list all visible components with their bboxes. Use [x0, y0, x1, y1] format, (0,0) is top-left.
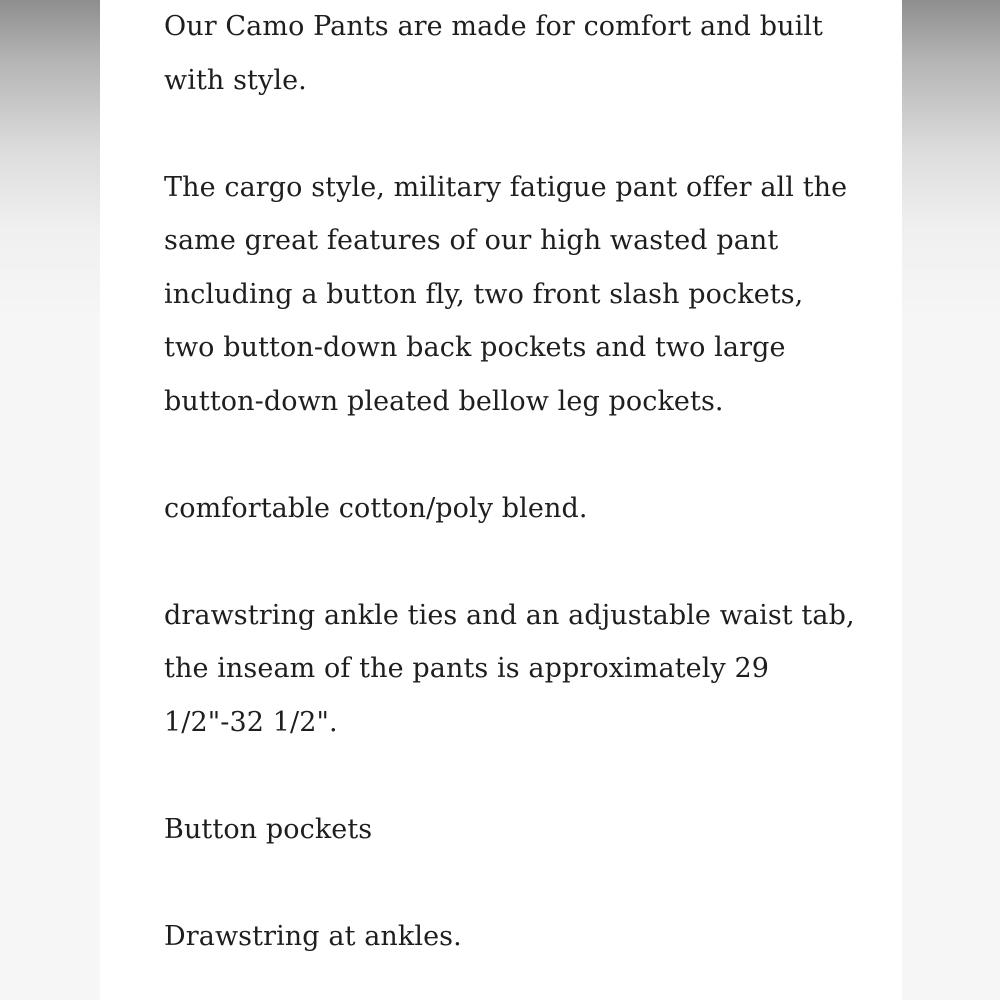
description-line: including a button fly, two front slash pockets, [164, 278, 804, 310]
paragraph-spacer [164, 535, 864, 589]
description-line: comfortable cotton/poly blend. [164, 492, 588, 524]
paragraph-spacer [164, 428, 864, 482]
description-line: two button-down back pockets and two large [164, 332, 786, 363]
paragraph-spacer [164, 107, 864, 161]
description-line: with style. [164, 64, 307, 96]
description-line: same great features of our high wasted pant [164, 225, 779, 256]
description-line: Button pockets [164, 813, 373, 845]
description-line: button-down pleated bellow leg pockets. [164, 385, 724, 417]
paragraph-spacer [164, 749, 864, 803]
description-line: The cargo style, military fatigue pant offer all the [164, 171, 848, 203]
description-line: 1/2"-32 1/2". [164, 706, 338, 738]
description-line: Our Camo Pants are made for comfort and built [164, 11, 823, 42]
description-line: drawstring ankle ties and an adjustable waist tab, [164, 599, 855, 631]
left-background [0, 0, 100, 1000]
paragraph-spacer [164, 856, 864, 910]
right-background [902, 0, 1000, 1000]
product-description [164, 0, 864, 963]
description-line: Drawstring at ankles. [164, 920, 462, 952]
description-line: the inseam of the pants is approximately 29 [164, 653, 770, 684]
